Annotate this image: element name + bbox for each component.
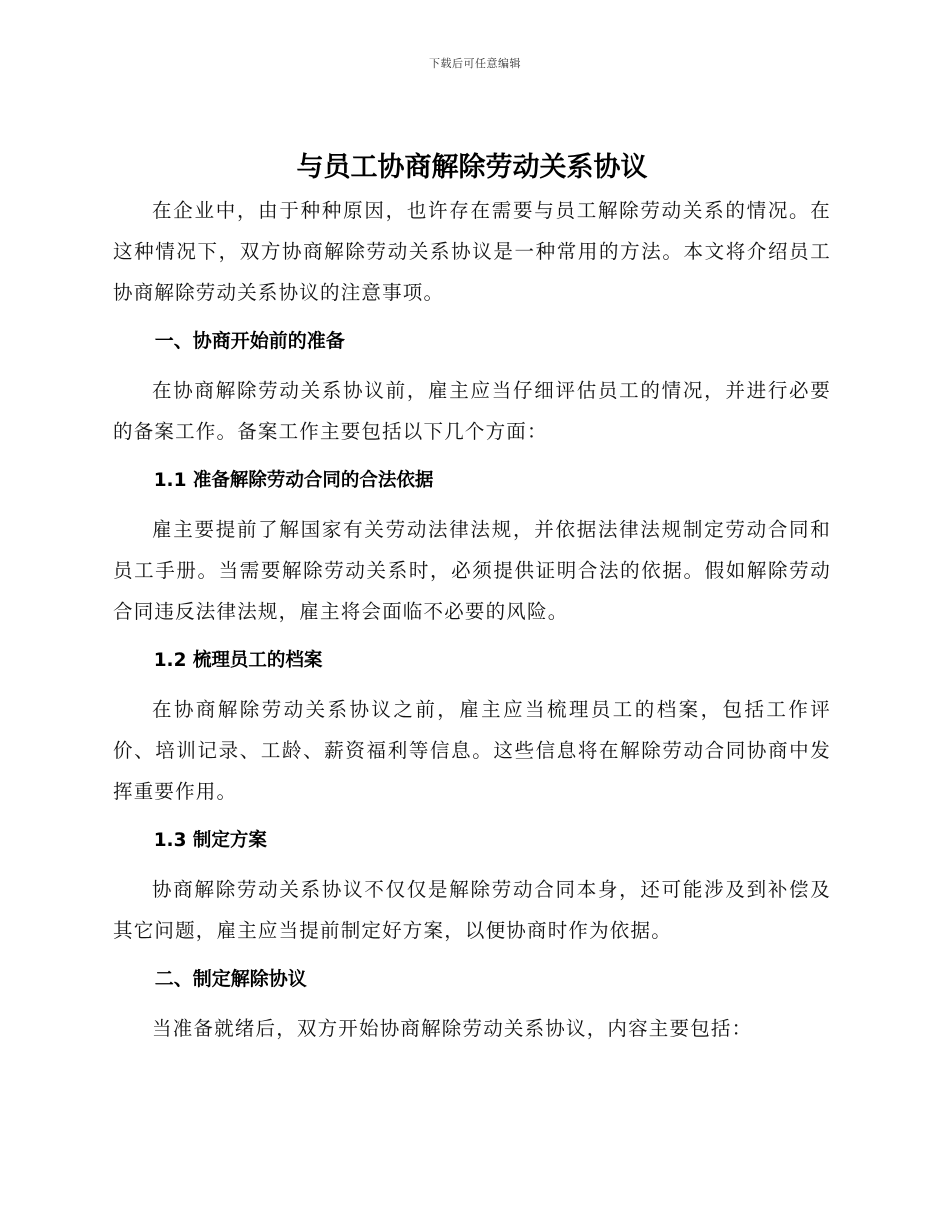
section-1-heading: 一、协商开始前的准备 xyxy=(154,330,345,352)
subsection-1-2-heading: 1.2 梳理员工的档案 xyxy=(153,650,323,671)
subsection-1-3-paragraph: 协商解除劳动关系协议不仅仅是解除劳动合同本身，还可能涉及到补偿及其它问题，雇主应当提前制定好方案，以便协商时作为依据。 xyxy=(113,878,831,942)
document-title: 与员工协商解除劳动关系协议 xyxy=(296,152,648,183)
subsection-1-2-paragraph: 在协商解除劳动关系协议之前，雇主应当梳理员工的档案，包括工作评价、培训记录、工龄、薪资福利等信息。这些信息将在解除劳动合同协商中发挥重要作用。 xyxy=(113,698,831,803)
section-2-heading: 二、制定解除协议 xyxy=(154,968,307,990)
subsection-1-1-paragraph: 雇主要提前了解国家有关劳动法律法规，并依据法律法规制定劳动合同和员工手册。当需要解除劳动关系时，必须提供证明合法的依据。假如解除劳动合同违反法律法规，雇主将会面临不必要的风险。 xyxy=(113,518,831,623)
section-1-paragraph: 在协商解除劳动关系协议前，雇主应当仔细评估员工的情况，并进行必要的备案工作。备案工作主要包括以下几个方面： xyxy=(113,379,831,443)
subsection-1-3-heading: 1.3 制定方案 xyxy=(153,830,267,851)
section-2-paragraph: 当准备就绪后，双方开始协商解除劳动关系协议，内容主要包括： xyxy=(152,1017,753,1040)
intro-paragraph: 在企业中，由于种种原因，也许存在需要与员工解除劳动关系的情况。在这种情况下，双方协商解除劳动关系协议是一种常用的方法。本文将介绍员工协商解除劳动关系协议的注意事项。 xyxy=(113,199,831,304)
header-note: 下载后可任意编辑 xyxy=(429,57,521,70)
subsection-1-1-heading: 1.1 准备解除劳动合同的合法依据 xyxy=(153,470,434,491)
document-body xyxy=(113,146,831,1049)
